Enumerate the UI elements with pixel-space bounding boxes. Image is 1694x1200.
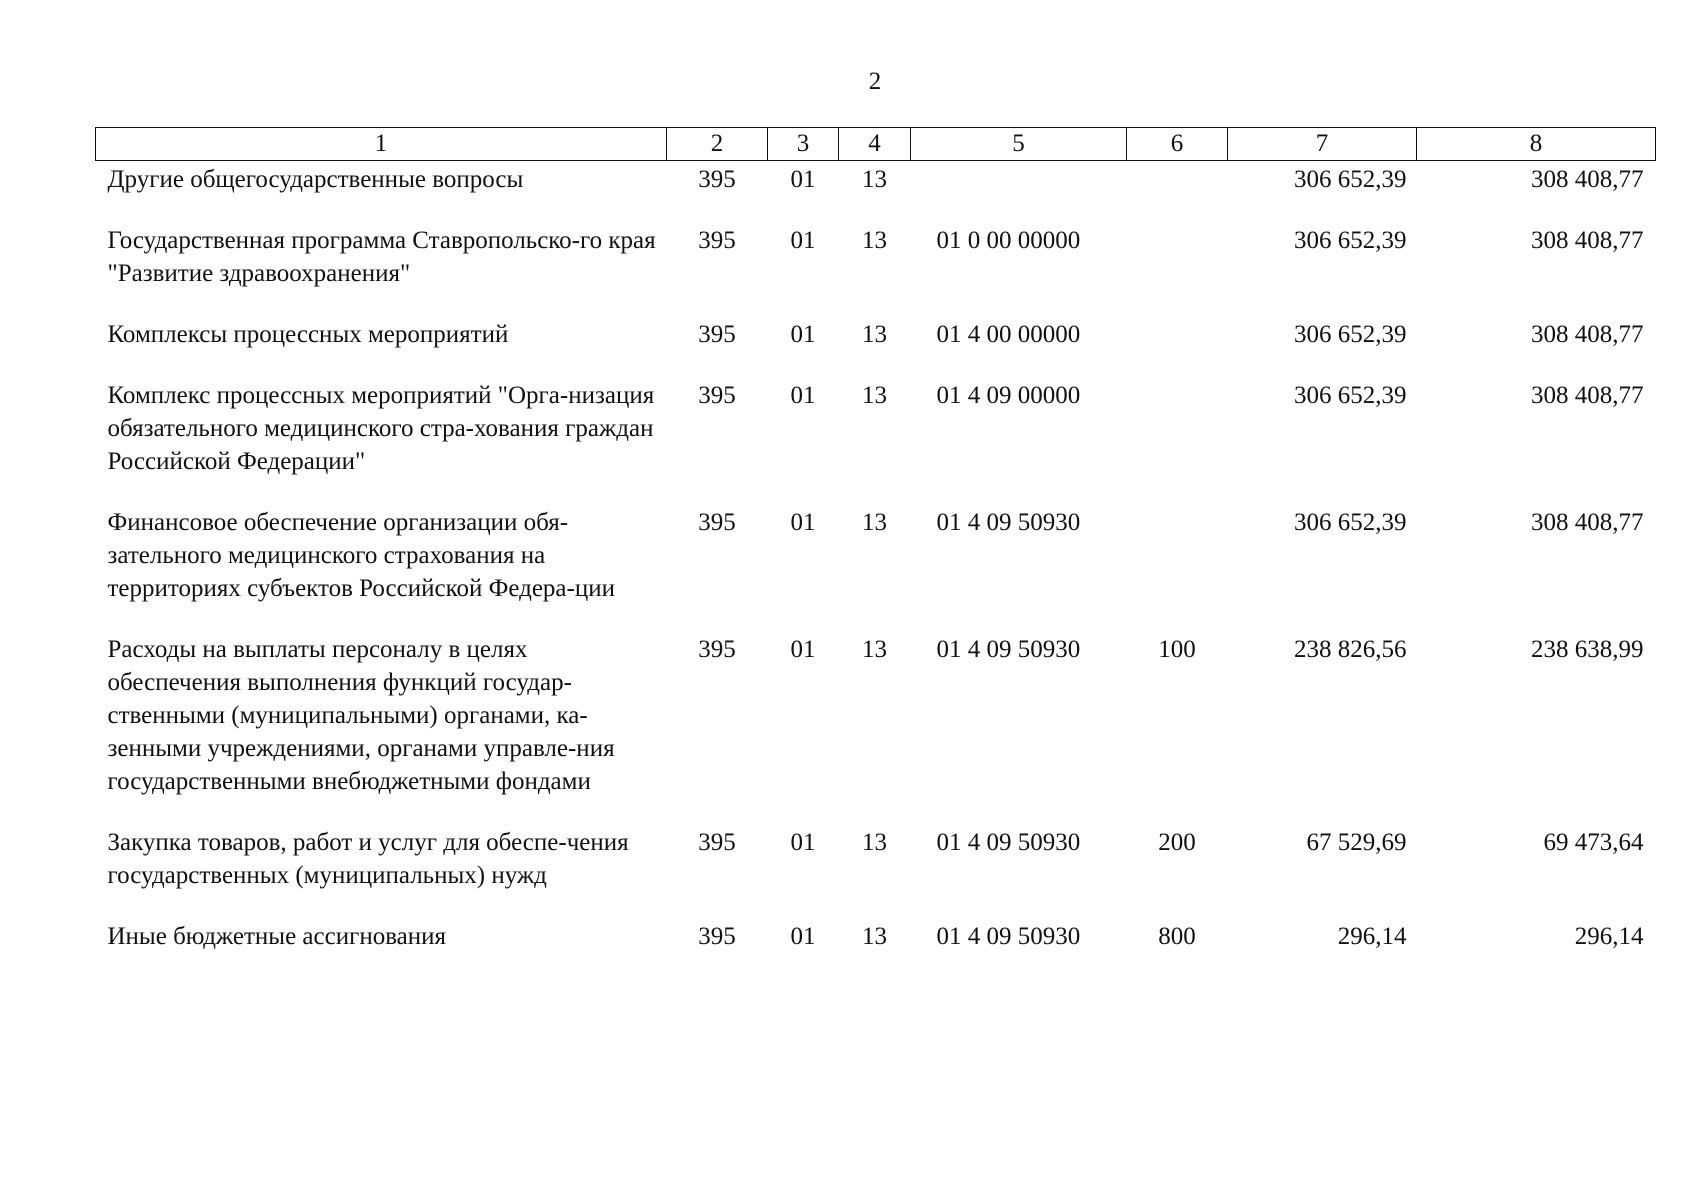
header-col-4: 4 (839, 128, 911, 161)
row-target: 01 4 09 00000 (936, 382, 1081, 409)
row-subsection: 13 (862, 321, 887, 348)
row-subsection: 13 (862, 382, 887, 409)
row-amount-2: 308 408,77 (1531, 382, 1644, 409)
row-name: Иные бюджетные ассигнования (107, 923, 447, 950)
table-row (96, 633, 1656, 826)
row-target: 01 0 00 00000 (936, 227, 1081, 254)
row-section: 01 (790, 636, 816, 663)
row-target: 01 4 09 50930 (936, 509, 1081, 536)
budget-table (95, 127, 1656, 981)
row-subsection: 13 (862, 923, 887, 950)
row-name: Другие общегосударственные вопросы (107, 166, 524, 193)
row-subsection: 13 (862, 509, 887, 536)
row-target: 01 4 09 50930 (936, 636, 1081, 663)
row-amount-1: 306 652,39 (1294, 166, 1407, 193)
row-target: 01 4 09 50930 (936, 923, 1081, 950)
row-name: Закупка товаров, работ и услуг для обеспе-чения государственных (муниципальных) нужд (107, 829, 629, 889)
row-subsection: 13 (862, 829, 887, 856)
row-amount-1: 296,14 (1337, 923, 1407, 950)
header-col-6: 6 (1127, 128, 1228, 161)
header-col-7: 7 (1228, 128, 1417, 161)
row-amount-2: 69 473,64 (1543, 829, 1644, 856)
row-amount-1: 306 652,39 (1294, 509, 1407, 536)
table-row (96, 224, 1656, 318)
row-ministry: 395 (698, 636, 736, 663)
table-body (96, 161, 1656, 982)
table-row (96, 161, 1656, 225)
row-type (1127, 318, 1228, 379)
row-ministry: 395 (698, 382, 736, 409)
row-amount-2: 308 408,77 (1531, 227, 1644, 254)
row-amount-1: 306 652,39 (1294, 321, 1407, 348)
row-name: Комплекс процессных мероприятий "Орга-низация обязательного медицинского стра-хования граждан Российской Федерации" (107, 382, 655, 475)
row-section: 01 (790, 829, 816, 856)
row-ministry: 395 (698, 829, 736, 856)
row-type (1127, 161, 1228, 225)
table-row (96, 826, 1656, 920)
row-name: Государственная программа Ставропольско-го края "Развитие здравоохранения" (107, 227, 656, 287)
row-section: 01 (790, 321, 816, 348)
header-col-5: 5 (911, 128, 1127, 161)
header-col-8: 8 (1417, 128, 1656, 161)
header-col-1: 1 (96, 128, 667, 161)
table-row (96, 318, 1656, 379)
row-amount-2: 296,14 (1574, 923, 1644, 950)
row-amount-2: 238 638,99 (1531, 636, 1644, 663)
row-amount-2: 308 408,77 (1531, 166, 1644, 193)
row-type: 100 (1158, 636, 1196, 663)
row-type: 800 (1158, 923, 1196, 950)
row-section: 01 (790, 923, 816, 950)
row-subsection: 13 (862, 166, 887, 193)
row-amount-1: 306 652,39 (1294, 382, 1407, 409)
row-ministry: 395 (698, 227, 736, 254)
row-target (911, 161, 1127, 225)
row-amount-2: 308 408,77 (1531, 321, 1644, 348)
table-row (96, 506, 1656, 633)
header-col-2: 2 (667, 128, 768, 161)
row-subsection: 13 (862, 636, 887, 663)
row-section: 01 (790, 509, 816, 536)
table-row (96, 379, 1656, 506)
row-amount-2: 308 408,77 (1531, 509, 1644, 536)
row-amount-1: 238 826,56 (1294, 636, 1407, 663)
row-type (1127, 379, 1228, 506)
row-section: 01 (790, 382, 816, 409)
row-subsection: 13 (862, 227, 887, 254)
row-section: 01 (790, 166, 816, 193)
row-type: 200 (1158, 829, 1196, 856)
row-type (1127, 506, 1228, 633)
row-name: Комплексы процессных мероприятий (107, 321, 509, 348)
row-type (1127, 224, 1228, 318)
row-ministry: 395 (698, 321, 736, 348)
row-ministry: 395 (698, 166, 736, 193)
row-ministry: 395 (698, 509, 736, 536)
header-col-3: 3 (768, 128, 839, 161)
row-target: 01 4 09 50930 (936, 829, 1081, 856)
row-name: Расходы на выплаты персоналу в целях обеспечения выполнения функций государ-ственными (муниципальными) органами, ка-зенными учреждениями, органами управле-ния государственными внебюджетными фондами (107, 636, 615, 795)
table-row (96, 920, 1656, 981)
row-name: Финансовое обеспечение организации обя-зательного медицинского страхования на территориях субъектов Российской Федера-ции (107, 509, 615, 602)
row-target: 01 4 00 00000 (936, 321, 1081, 348)
row-amount-1: 67 529,69 (1306, 829, 1407, 856)
header-row (96, 128, 1656, 161)
table-header (96, 128, 1656, 161)
page-number: 2 (868, 68, 882, 95)
row-amount-1: 306 652,39 (1294, 227, 1407, 254)
row-ministry: 395 (698, 923, 736, 950)
row-section: 01 (790, 227, 816, 254)
